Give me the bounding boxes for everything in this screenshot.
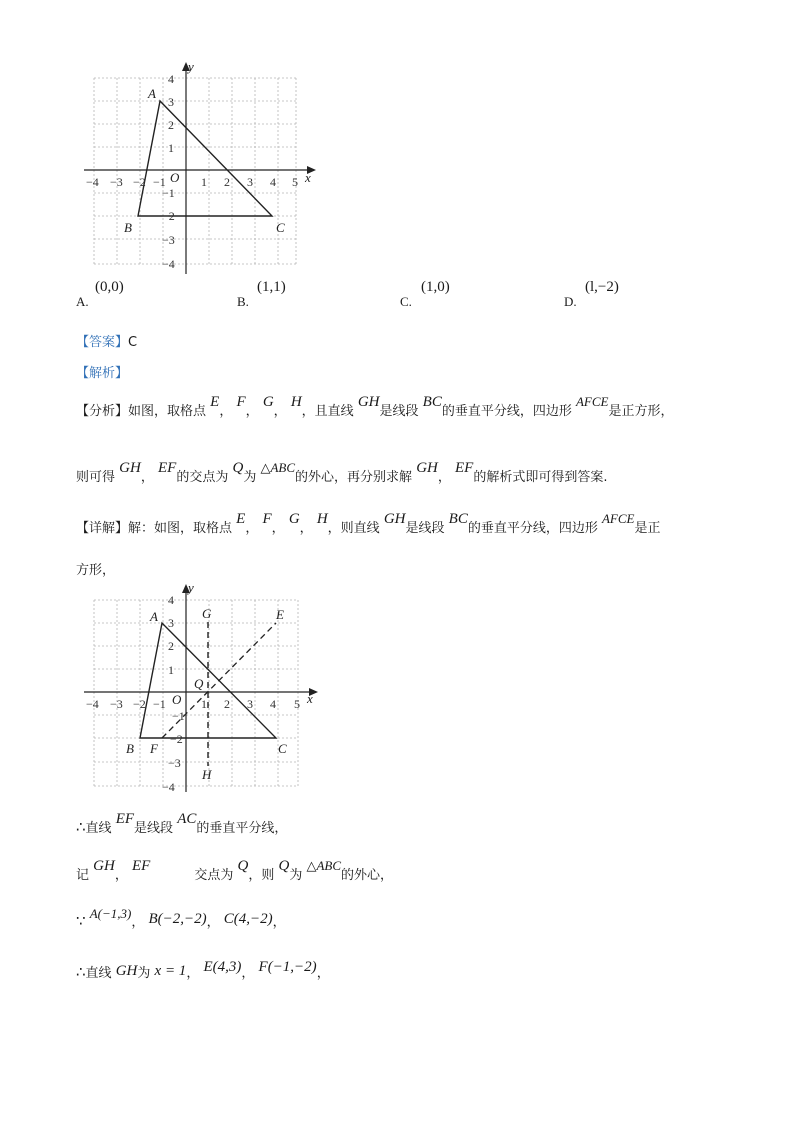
fenxi-l2-text-c: 的交点为 [176, 470, 229, 485]
step-1-ac: AC [177, 811, 197, 827]
figure-1-tick-y-neg4: −4 [162, 257, 175, 271]
fenxi-l2-text-d: 为 [243, 470, 257, 485]
step-4-point-e: E(4,3) [203, 959, 242, 975]
fenxi-l2-gh: GH [119, 460, 141, 476]
fenxi-l2-text-a: 则可得 [76, 470, 116, 485]
figure-2-tick-x-1: 1 [201, 697, 207, 711]
figure-1-coordinate-grid [0, 0, 340, 280]
step-3-point-b: B(−2,−2) [148, 911, 207, 927]
figure-1-tick-y-2: 2 [168, 118, 174, 132]
detail-point-g: G [288, 511, 300, 527]
step-4-equation: x = 1 [154, 963, 187, 979]
figure-1-tick-x-5: 5 [292, 175, 298, 189]
step-3-point-a: A(−1,3) [89, 906, 132, 921]
step-2-text-3: ，则 [248, 868, 275, 883]
figure-1-tick-x-4: 4 [270, 175, 276, 189]
step-2-comma: ， [114, 868, 128, 883]
figure-1-origin-label: O [170, 170, 180, 185]
step-2-line [76, 858, 394, 884]
therefore-symbol-1: ∴ [76, 818, 86, 836]
figure-2-tick-y-neg2: −2 [170, 732, 183, 746]
figure-2-point-f: F [150, 741, 158, 756]
figure-1-tick-x-neg1: −1 [153, 175, 166, 189]
step-3-point-c: C(4,−2) [223, 911, 273, 927]
step-4-comma-2: ， [241, 966, 255, 981]
step-2-text-4: 为 [289, 868, 303, 883]
step-1-line [76, 811, 288, 837]
detail-text-4: 的垂直平分线，四边形 [467, 521, 598, 536]
detail-text-1: 解：如图，取格点 [128, 521, 233, 536]
figure-2-point-g: G [202, 606, 212, 621]
step-1-text-3: 的垂直平分线， [196, 821, 288, 836]
figure-2-axis-y-label: y [188, 580, 194, 595]
figure-2-tick-y-2: 2 [168, 639, 174, 653]
step-1-text-2: 是线段 [134, 821, 174, 836]
analysis-tag: 【解析】 [76, 366, 129, 381]
detail-comma-2: ， [271, 521, 285, 536]
fenxi-l2-q: Q [232, 460, 244, 476]
figure-1-triangle-abc [138, 101, 272, 216]
step-1-ef: EF [115, 811, 135, 827]
therefore-symbol-2: ∴ [76, 963, 86, 981]
fenxi-line-2 [76, 460, 608, 486]
fenxi-comma-1: ， [219, 404, 233, 419]
detail-line-2: 方形， [76, 563, 116, 578]
figure-2-tick-x-4: 4 [270, 697, 276, 711]
figure-2-point-h: H [202, 767, 212, 782]
figure-2-point-q: Q [194, 676, 204, 691]
step-2-text-5: 的外心， [341, 868, 394, 883]
figure-1-tick-y-3: 3 [168, 95, 174, 109]
step-4-gh: GH [115, 963, 138, 979]
detail-text-5: 是正 [634, 521, 661, 536]
fenxi-text-4: 的垂直平分线，四边形 [441, 404, 572, 419]
fenxi-tag: 【分析】 [76, 404, 129, 419]
figure-2-tick-x-neg3: −3 [110, 697, 123, 711]
figure-2-tick-x-3: 3 [247, 697, 253, 711]
figure-1-tick-x-neg4: −4 [86, 175, 99, 189]
detail-point-f: F [262, 511, 272, 527]
because-symbol: ∵ [76, 912, 86, 930]
fenxi-l2-ef: EF [157, 460, 177, 476]
fenxi-point-g: G [262, 394, 274, 410]
figure-2-triangle-abc [140, 623, 276, 738]
step-4-line [76, 959, 330, 982]
step-3-comma-1: ， [131, 915, 145, 930]
option-a-letter: A. [76, 294, 89, 309]
figure-1-point-b: B [124, 220, 132, 235]
step-2-q: Q [237, 858, 249, 874]
fenxi-quad-afce: AFCE [575, 394, 609, 409]
figure-2-tick-x-neg4: −4 [86, 697, 99, 711]
detail-point-h: H [316, 511, 328, 527]
figure-1-tick-y-4: 4 [168, 72, 174, 86]
figure-1-tick-y-neg1: −1 [162, 186, 175, 200]
option-c-value: (1,0) [421, 279, 450, 295]
detail-line-1 [76, 511, 661, 537]
answer-tag: 【答案】 [76, 335, 129, 350]
step-1-text-1: 直线 [85, 821, 112, 836]
fenxi-line-1 [76, 394, 674, 420]
figure-1-tick-y-1: 1 [168, 141, 174, 155]
option-b-value: (1,1) [257, 279, 286, 295]
fenxi-l2-text-f: ， [437, 470, 451, 485]
step-4-comma-1: ， [186, 966, 200, 981]
option-d-letter: D. [564, 294, 577, 309]
fenxi-text-5: 是正方形， [608, 404, 674, 419]
figure-2-tick-x-2: 2 [224, 697, 230, 711]
figure-1-tick-y-neg2: −2 [162, 209, 175, 223]
figure-2-tick-y-1: 1 [168, 663, 174, 677]
detail-text-3: 是线段 [405, 521, 445, 536]
detail-segment-bc: BC [448, 511, 468, 527]
step-3-comma-2: ， [206, 915, 220, 930]
step-4-comma-3: ， [316, 966, 330, 981]
figure-1-tick-x-neg2: −2 [133, 175, 146, 189]
fenxi-comma-3: ， [273, 404, 287, 419]
fenxi-line-gh: GH [357, 394, 380, 410]
figure-2-point-a: A [150, 609, 158, 624]
figure-1-grid [94, 78, 296, 264]
detail-line-gh: GH [383, 511, 406, 527]
fenxi-l2-text-b: ， [140, 470, 154, 485]
figure-1-point-c: C [276, 220, 285, 235]
figure-1-tick-x-neg3: −3 [110, 175, 123, 189]
fenxi-l2-gh-2: GH [416, 460, 438, 476]
figure-2-tick-x-neg2: −2 [133, 697, 146, 711]
detail-tag: 【详解】 [76, 521, 129, 536]
figure-2-point-c: C [278, 741, 287, 756]
step-4-text-1: 直线 [85, 966, 112, 981]
detail-comma-3: ， [299, 521, 313, 536]
fenxi-text-3: 是线段 [379, 404, 419, 419]
figure-1-tick-x-2: 2 [224, 175, 230, 189]
step-4-point-f: F(−1,−2) [258, 959, 317, 975]
fenxi-point-f: F [236, 394, 246, 410]
fenxi-point-h: H [290, 394, 302, 410]
figure-2-tick-x-5: 5 [294, 697, 300, 711]
figure-1-axis-y-label: y [188, 59, 194, 74]
figure-2-tick-y-neg1: −1 [172, 709, 185, 723]
figure-1-axis-x-label: x [305, 170, 311, 185]
figure-1-point-a: A [148, 86, 156, 101]
answer-value: C [128, 335, 138, 350]
figure-1-tick-y-neg3: −3 [162, 233, 175, 247]
step-2-q-2: Q [278, 858, 290, 874]
figure-2-tick-y-neg3: −3 [168, 756, 181, 770]
answer-line [76, 331, 137, 350]
option-c-letter: C. [400, 294, 412, 309]
detail-quad-afce: AFCE [601, 511, 635, 526]
option-a-value: (0,0) [95, 279, 124, 295]
figure-1-tick-x-1: 1 [201, 175, 207, 189]
fenxi-l2-triangle: △ABC [260, 460, 296, 475]
figure-2-point-e: E [276, 607, 284, 622]
fenxi-text-2: ，且直线 [301, 404, 354, 419]
fenxi-point-e: E [210, 394, 220, 410]
figure-2-coordinate-grid [0, 578, 340, 798]
step-3-comma-3: ， [272, 915, 286, 930]
step-4-text-2: 为 [137, 966, 151, 981]
fenxi-segment-bc: BC [422, 394, 442, 410]
fenxi-comma-2: ， [245, 404, 259, 419]
figure-2-origin-label: O [172, 692, 182, 707]
figure-2-point-b: B [126, 741, 134, 756]
step-2-text-1: 记 [76, 868, 90, 883]
figure-1-tick-x-3: 3 [247, 175, 253, 189]
figure-2-tick-y-neg4: −4 [162, 780, 175, 794]
detail-point-e: E [236, 511, 246, 527]
option-d-value: (l,−2) [585, 279, 619, 295]
detail-comma-1: ， [245, 521, 259, 536]
fenxi-l2-ef-2: EF [455, 460, 474, 476]
figure-2-axis-x-label: x [307, 691, 313, 706]
figure-2-tick-y-3: 3 [168, 616, 174, 630]
detail-text-2: ，则直线 [327, 521, 380, 536]
step-3-line [76, 906, 286, 931]
figure-2-tick-y-4: 4 [168, 593, 174, 607]
step-2-gh: GH [93, 858, 115, 874]
option-b-letter: B. [237, 294, 249, 309]
step-2-ef: EF [131, 858, 151, 874]
step-2-triangle: △ABC [306, 858, 342, 873]
fenxi-text-1: 如图，取格点 [128, 404, 207, 419]
step-2-text-2: 交点为 [194, 868, 234, 883]
fenxi-l2-text-g: 的解析式即可得到答案. [473, 470, 608, 485]
figure-2-tick-x-neg1: −1 [153, 697, 166, 711]
figure-2-grid [94, 600, 298, 786]
fenxi-l2-text-e: 的外心，再分别求解 [295, 470, 413, 485]
